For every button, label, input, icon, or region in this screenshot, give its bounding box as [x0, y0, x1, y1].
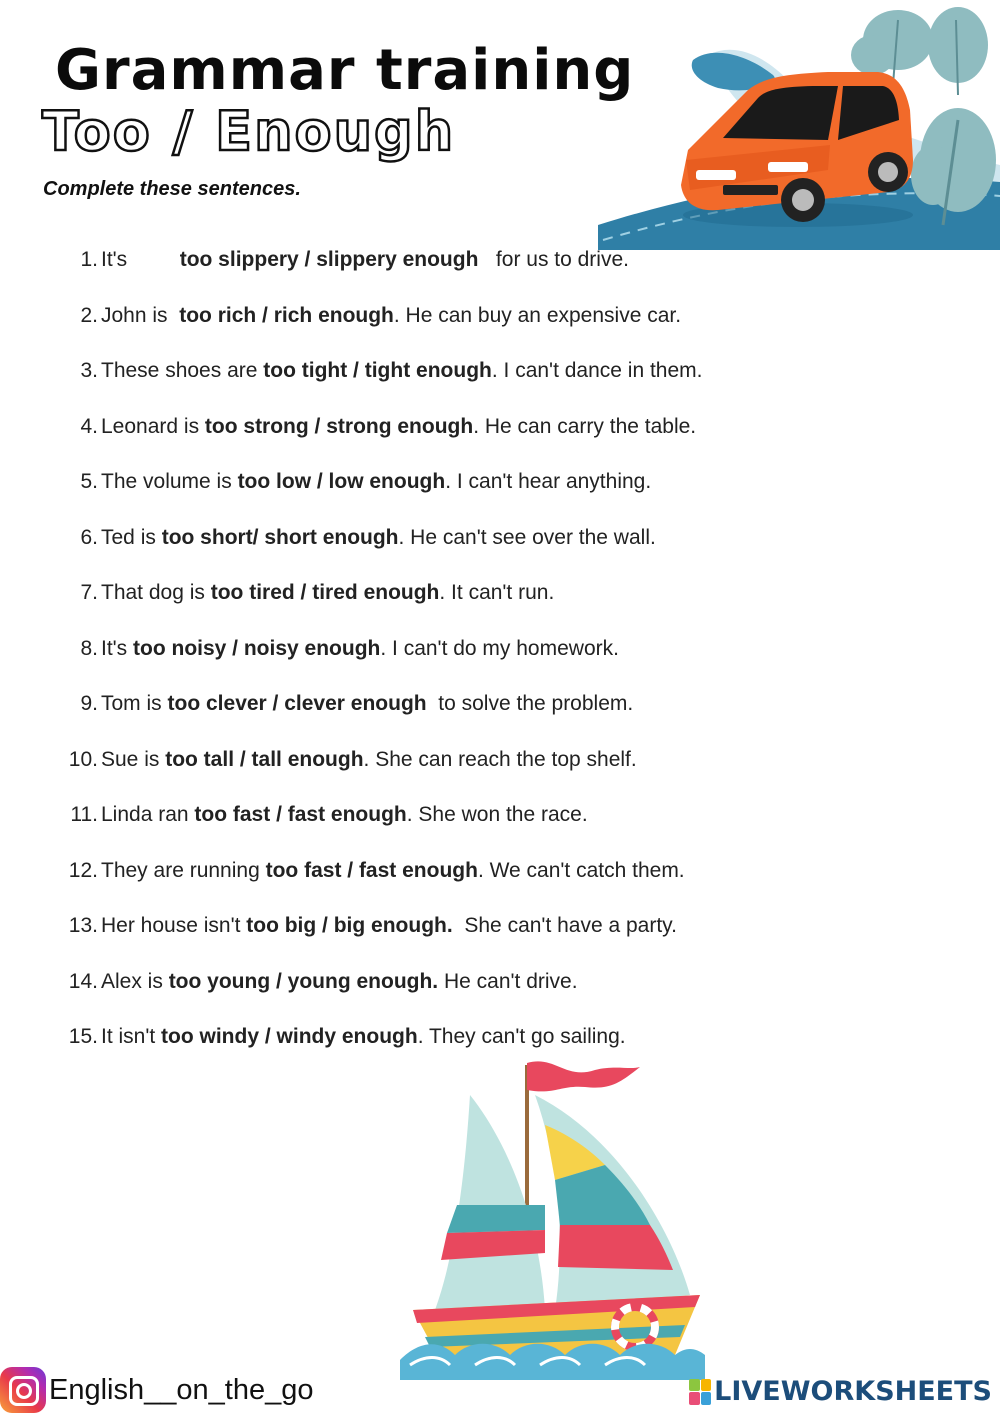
instagram-credit [0, 1366, 313, 1414]
waves-icon [400, 1344, 705, 1380]
exercise-number: 6. [80, 525, 98, 549]
sentence-start: It's [101, 248, 180, 271]
liveworksheets-brand[interactable] [689, 1376, 992, 1407]
sentence-start: Leonard is [101, 414, 205, 438]
answer-choice[interactable]: too slippery / slippery enough [179, 248, 479, 271]
answer-choice[interactable]: too fast / fast enough [265, 858, 478, 882]
sentence-end: . He can carry the table. [473, 414, 697, 438]
instruction-text: Complete these sentences. [43, 178, 301, 200]
exercise-item [0, 523, 1000, 579]
exercise-item [0, 911, 1000, 967]
sentence-end: . I can't do my homework. [380, 636, 619, 660]
exercise-number: 9. [80, 692, 98, 715]
exercise-item [0, 634, 1000, 690]
exercise-number: 5. [80, 470, 98, 493]
sentence-start: Linda ran [101, 803, 195, 826]
worksheet-subtitle: Too / Enough [42, 100, 456, 163]
answer-choice[interactable]: too tight / tight enough [263, 359, 492, 382]
exercise-number: 15. [68, 1025, 98, 1048]
sentence-start: They are running [101, 858, 266, 882]
exercise-sentence [101, 1022, 626, 1052]
worksheet-title: Grammar training [55, 38, 635, 103]
sentence-end: . They can't go sailing. [417, 1025, 626, 1048]
exercise-sentence [101, 467, 651, 497]
instagram-handle: English__on_the_go [49, 1373, 314, 1406]
sentence-start: It's [101, 636, 134, 660]
exercise-number: 3. [80, 359, 98, 382]
exercise-list [0, 245, 1000, 1078]
exercise-sentence [101, 911, 677, 941]
sentence-start: John is [101, 303, 180, 327]
sentence-start: Sue is [101, 747, 166, 771]
exercise-sentence [101, 523, 656, 553]
sentence-end: to solve the problem. [426, 692, 634, 715]
liveworksheets-logo-icon [689, 1379, 711, 1405]
sailboat-illustration [395, 1055, 715, 1380]
sentence-start: Her house isn't [101, 914, 247, 937]
sentence-end: for us to drive. [478, 248, 629, 271]
exercise-item [0, 578, 1000, 634]
answer-choice[interactable]: too young / young enough. [168, 969, 439, 993]
sentence-end: . I can't dance in them. [491, 359, 703, 382]
exercise-number: 4. [80, 414, 98, 438]
exercise-number: 14. [68, 969, 98, 993]
answer-choice[interactable]: too big / big enough. [246, 914, 453, 937]
exercise-sentence [101, 856, 685, 886]
sentence-start: That dog is [101, 581, 211, 604]
answer-choice[interactable]: too low / low enough [237, 470, 446, 493]
sentence-start: The volume is [101, 470, 238, 493]
exercise-number: 1. [80, 248, 98, 271]
exercise-item [0, 467, 1000, 523]
sentence-end: . We can't catch them. [477, 858, 685, 882]
exercise-number: 8. [80, 636, 98, 660]
answer-choice[interactable]: too windy / windy enough [161, 1025, 418, 1048]
exercise-sentence [101, 745, 637, 775]
instagram-icon [0, 1367, 46, 1413]
exercise-item [0, 856, 1000, 912]
exercise-sentence [101, 578, 554, 608]
answer-choice[interactable]: too strong / strong enough [204, 414, 474, 438]
answer-choice[interactable]: too tired / tired enough [210, 581, 440, 604]
exercise-item [0, 412, 1000, 468]
exercise-item [0, 689, 1000, 745]
exercise-item [0, 245, 1000, 301]
exercise-item [0, 967, 1000, 1023]
exercise-number: 13. [68, 914, 98, 937]
sentence-end: . I can't hear anything. [445, 470, 652, 493]
sentence-end: He can't drive. [438, 969, 578, 993]
answer-choice[interactable]: too fast / fast enough [194, 803, 407, 826]
answer-choice[interactable]: too noisy / noisy enough [133, 636, 381, 660]
exercise-sentence [101, 689, 633, 719]
exercise-sentence [101, 245, 629, 275]
liveworksheets-wordmark: LIVEWORKSHEETS [714, 1376, 992, 1407]
sentence-end: . He can't see over the wall. [398, 525, 656, 549]
exercise-number: 2. [80, 303, 98, 327]
sentence-end: . He can buy an expensive car. [393, 303, 682, 327]
car-illustration [598, 0, 1000, 250]
exercise-item [0, 356, 1000, 412]
sentence-end: . It can't run. [439, 581, 555, 604]
exercise-sentence [101, 412, 696, 442]
exercise-sentence [101, 634, 619, 664]
exercise-number: 11. [70, 803, 98, 826]
answer-choice[interactable]: too clever / clever enough [167, 692, 427, 715]
sentence-start: Alex is [101, 969, 169, 993]
sentence-end: She can't have a party. [452, 914, 677, 937]
exercise-number: 12. [68, 858, 98, 882]
sentence-end: . She can reach the top shelf. [363, 747, 637, 771]
exercise-number: 10. [68, 747, 98, 771]
sentence-start: Ted is [101, 525, 162, 549]
exercise-sentence [101, 356, 703, 386]
exercise-item [0, 301, 1000, 357]
exercise-sentence [101, 967, 578, 997]
sentence-end: . She won the race. [406, 803, 588, 826]
exercise-item [0, 800, 1000, 856]
answer-choice[interactable]: too tall / tall enough [165, 747, 364, 771]
answer-choice[interactable]: too short/ short enough [161, 525, 399, 549]
exercise-sentence [101, 301, 681, 331]
answer-choice[interactable]: too rich / rich enough [179, 303, 394, 327]
sentence-start: These shoes are [101, 359, 264, 382]
sentence-start: It isn't [101, 1025, 162, 1048]
sentence-start: Tom is [101, 692, 168, 715]
exercise-number: 7. [80, 581, 98, 604]
exercise-item [0, 745, 1000, 801]
exercise-sentence [101, 800, 588, 830]
tree-icon [928, 7, 988, 95]
